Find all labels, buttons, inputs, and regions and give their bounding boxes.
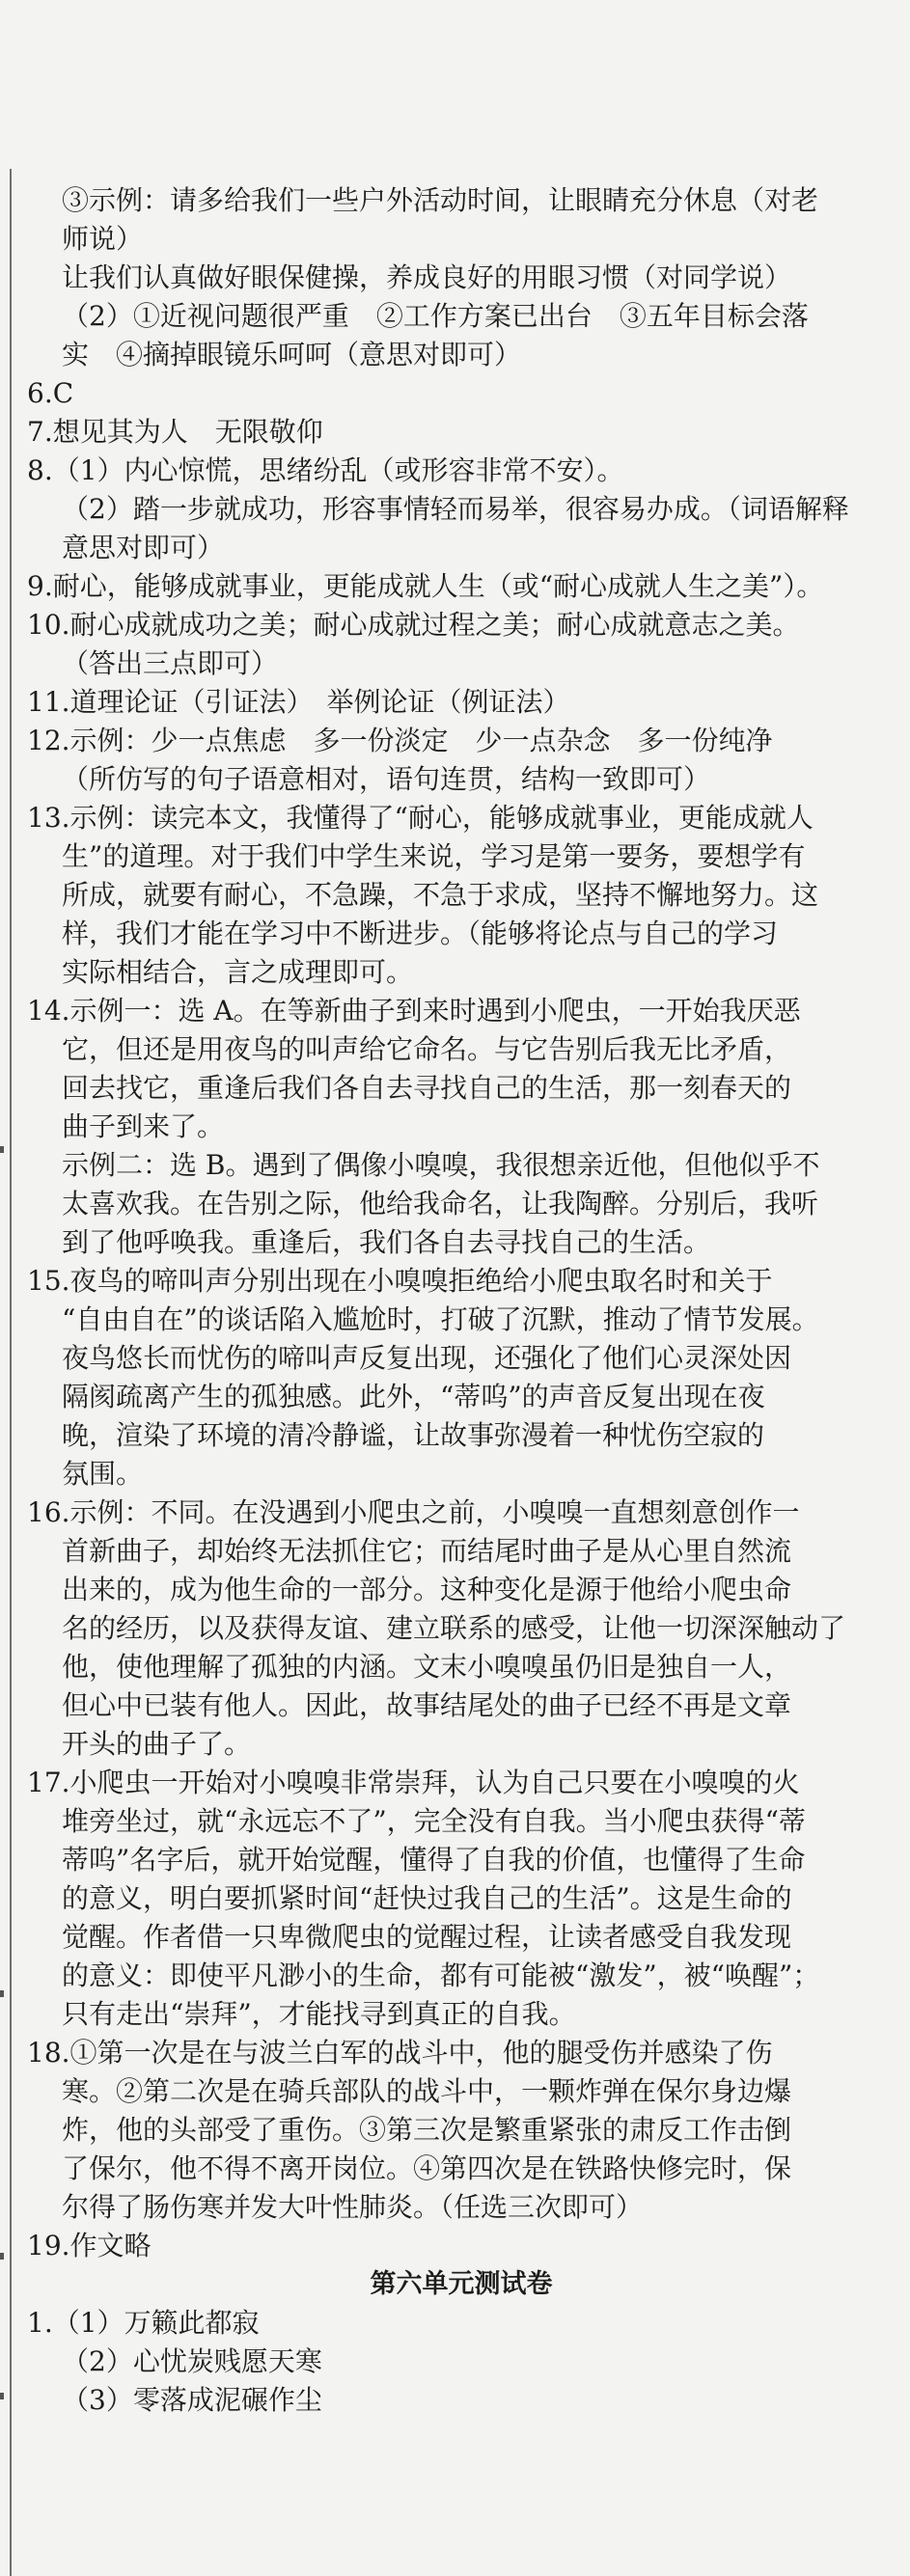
margin-tick-mark [0,1990,4,1997]
answer-item-16: 16.示例：不同。在没遇到小爬虫之前，小嗅嗅一直想刻意创作一 [27,1496,800,1528]
text-line: 堆旁坐过，就“永远忘不了”，完全没有自我。当小爬虫获得“蒂 [62,1805,806,1837]
answer-item-19: 19.作文略 [27,2230,152,2261]
text-line: 让我们认真做好眼保健操，养成良好的用眼习惯（对同学说） [62,261,792,293]
text-line: 生”的道理。对于我们中学生来说，学习是第一要务，要想学有 [62,840,806,872]
margin-tick-mark [0,1146,4,1153]
text-line: 夜鸟悠长而忧伤的啼叫声反复出现，还强化了他们心灵深处因 [62,1342,792,1374]
text-line: 实 ④摘掉眼镜乐呵呵（意思对即可） [62,339,522,370]
answer-item-1: 1.（1）万籁此都寂 [27,2307,260,2339]
text-line: 回去找它，重逢后我们各自去寻找自己的生活，那一刻春天的 [62,1072,792,1104]
text-line: （2）心忧炭贱愿天寒 [62,2345,322,2377]
answer-item-17: 17.小爬虫一开始对小嗅嗅非常崇拜，认为自己只要在小嗅嗅的火 [27,1767,800,1798]
text-line: 实际相结合，言之成理即可。 [62,956,414,988]
text-line: 寒。②第二次是在骑兵部队的战斗中，一颗炸弹在保尔身边爆 [62,2075,792,2107]
answer-item-8: 8.（1）内心惊慌，思绪纷乱（或形容非常不安）。 [27,454,624,486]
text-line: 但心中已装有他人。因此，故事结尾处的曲子已经不再是文章 [62,1689,792,1721]
text-line: 的意义：即使平凡渺小的生命，都有可能被“激发”，被“唤醒”； [62,1959,820,1991]
text-line: 示例二：选 B。遇到了偶像小嗅嗅，我很想亲近他，但他似乎不 [62,1149,820,1181]
answer-item-6: 6.C [27,377,74,409]
text-line: 意思对即可） [62,532,225,563]
answer-item-11: 11.道理论证（引证法） 举例论证（例证法） [27,686,570,718]
text-line: 尔得了肠伤寒并发大叶性肺炎。（任选三次即可） [62,2191,644,2223]
text-line: 晚，渲染了环境的清冷静谧，让故事弥漫着一种忧伤空寂的 [62,1419,765,1451]
margin-tick-mark [0,2253,4,2260]
text-line: （3）零落成泥碾作尘 [62,2384,322,2416]
answer-item-9: 9.耐心，能够成就事业，更能成就人生（或“耐心成就人生之美”）。 [27,570,824,602]
text-line: 觉醒。作者借一只卑微爬虫的觉醒过程，让读者感受自我发现 [62,1921,792,1953]
text-line: 师说） [62,223,144,255]
margin-tick-mark [0,2393,4,2399]
text-line: （答出三点即可） [62,647,279,679]
text-line: 他，使他理解了孤独的内涵。文末小嗅嗅虽仍旧是独自一人， [62,1651,792,1683]
text-line: 炸，他的头部受了重伤。③第三次是繁重紧张的肃反工作击倒 [62,2114,792,2146]
text-line: ③示例：请多给我们一些户外活动时间，让眼睛充分休息（对老 [62,184,819,216]
text-line: 曲子到来了。 [62,1110,225,1142]
text-line: 只有走出“崇拜”，才能找寻到真正的自我。 [62,1998,576,2030]
text-line: 太喜欢我。在告别之际，他给我命名，让我陶醉。分别后，我听 [62,1188,819,1219]
text-line: 的意义，明白要抓紧时间“赶快过我自己的生活”。这是生命的 [62,1882,792,1914]
answer-item-12: 12.示例：少一点焦虑 多一份淡定 少一点杂念 多一份纯净 [27,725,773,756]
answer-key-text [27,181,867,2420]
text-line: 了保尔，他不得不离开岗位。④第四次是在铁路快修完时，保 [62,2152,792,2184]
answer-item-7: 7.想见其为人 无限敬仰 [27,416,323,448]
answer-item-18: 18.①第一次是在与波兰白军的战斗中，他的腿受伤并感染了伤 [27,2037,773,2069]
section-heading: 第六单元测试卷 [370,2269,553,2299]
left-margin-rule [10,169,12,2576]
text-line: 蒂呜”名字后，就开始觉醒，懂得了自我的价值，也懂得了生命 [62,1844,806,1876]
answer-item-10: 10.耐心成就成功之美；耐心成就过程之美；耐心成就意志之美。 [27,609,800,641]
text-line: 开头的曲子了。 [62,1728,252,1760]
text-line: （2）①近视问题很严重 ②工作方案已出台 ③五年目标会落 [62,300,809,332]
text-line: 到了他呼唤我。重逢后，我们各自去寻找自己的生活。 [62,1226,711,1258]
text-line: 首新曲子，却始终无法抓住它；而结尾时曲子是从心里自然流 [62,1535,792,1567]
text-line: 它，但还是用夜鸟的叫声给它命名。与它告别后我无比矛盾， [62,1033,792,1065]
text-line: （所仿写的句子语意相对，语句连贯，结构一致即可） [62,763,711,795]
text-line: （2）踏一步就成功，形容事情轻而易举，很容易办成。（词语解释 [62,493,849,525]
text-line: “自由自在”的谈话陷入尴尬时，打破了沉默，推动了情节发展。 [62,1303,819,1335]
text-line: 隔阂疏离产生的孤独感。此外，“蒂呜”的声音反复出现在夜 [62,1381,765,1412]
text-line: 名的经历，以及获得友谊、建立联系的感受，让他一切深深触动了 [62,1612,846,1644]
answer-item-15: 15.夜鸟的啼叫声分别出现在小嗅嗅拒绝给小爬虫取名时和关于 [27,1265,773,1297]
answer-item-13: 13.示例：读完本文，我懂得了“耐心，能够成就事业，更能成就人 [27,802,813,834]
text-line: 出来的，成为他生命的一部分。这种变化是源于他给小爬虫命 [62,1574,792,1605]
text-line: 所成，就要有耐心，不急躁，不急于求成，坚持不懈地努力。这 [62,879,819,911]
text-line: 样，我们才能在学习中不断进步。（能够将论点与自己的学习 [62,918,779,949]
answer-item-14: 14.示例一：选 A。在等新曲子到来时遇到小爬虫，一开始我厌恶 [27,995,801,1027]
text-line: 氛围。 [62,1458,144,1490]
